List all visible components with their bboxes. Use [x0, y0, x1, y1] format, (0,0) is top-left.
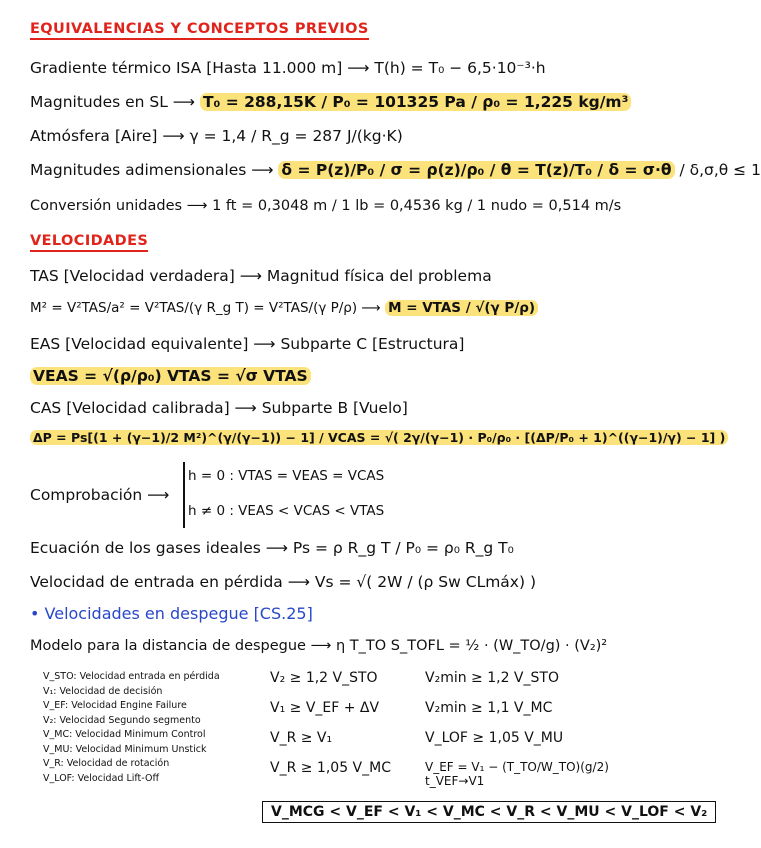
condition-item: V₂min ≥ 1,1 V_MC — [425, 700, 553, 716]
cas-formula: ΔP = Ps[(1 + (γ−1)/2 M²)^(γ/(γ−1)) − 1] / VCAS = √( 2γ/(γ−1) · P₀/ρ₀ · [(ΔP/P₀ + 1)^((γ−1)/γ) − 1] ) — [30, 430, 728, 445]
condition-item: V_R ≥ 1,05 V_MC — [270, 760, 391, 776]
gases-line: Ecuación de los gases ideales ⟶ Ps = ρ R_g T / P₀ = ρ₀ R_g T₀ — [30, 539, 514, 557]
legend-item: V_MU: Velocidad Minimum Unstick — [43, 743, 207, 755]
adimensionales-tail: / δ,σ,θ ≤ 1 — [679, 161, 761, 179]
eas-line: EAS [Velocidad equivalente] ⟶ Subparte C [Estructura] — [30, 335, 465, 353]
mach-value: M = VTAS / √(γ P/ρ) — [385, 300, 538, 316]
adimensionales-line — [30, 160, 761, 180]
cas-line: CAS [Velocidad calibrada] ⟶ Subparte B [Vuelo] — [30, 399, 408, 417]
tas-line: TAS [Velocidad verdadera] ⟶ Magnitud física del problema — [30, 267, 492, 285]
eas-formula: VEAS = √(ρ/ρ₀) VTAS = √σ VTAS — [30, 367, 311, 385]
legend-item: V_EF: Velocidad Engine Failure — [43, 700, 187, 711]
modelo-line: Modelo para la distancia de despegue ⟶ η T_TO S_TOFL = ½ · (W_TO/g) · (V₂)² — [30, 638, 608, 654]
comprobacion-h0: h = 0 : VTAS = VEAS = VCAS — [188, 468, 385, 484]
atmosfera-line: Atmósfera [Aire] ⟶ γ = 1,4 / R_g = 287 J/(kg·K) — [30, 127, 403, 145]
legend-item: V₂: Velocidad Segundo segmento — [43, 714, 201, 726]
section-equivalencias-title — [30, 18, 369, 39]
legend-item: V_R: Velocidad de rotación — [43, 758, 170, 769]
condition-item: V₂ ≥ 1,2 V_STO — [270, 670, 378, 686]
cas-formula-line — [30, 428, 728, 448]
condition-item: V_EF = V₁ − (T_TO/W_TO)(g/2) t_VEF→V1 — [425, 760, 609, 788]
adimensionales-label: Magnitudes adimensionales ⟶ — [30, 161, 279, 179]
section-despegue-title — [30, 604, 313, 624]
section-velocidades-title — [30, 230, 148, 251]
velocity-order-box: V_MCG < V_EF < V₁ < V_MC < V_R < V_MU < V_LOF < V₂ — [262, 801, 716, 823]
conversion-line: Conversión unidades ⟶ 1 ft = 0,3048 m / 1 lb = 0,4536 kg / 1 nudo = 0,514 m/s — [30, 198, 622, 214]
despegue-title-text: • Velocidades en despegue [CS.25] — [30, 604, 313, 623]
comprobacion-label: Comprobación ⟶ — [30, 486, 170, 504]
mach-line — [30, 298, 538, 318]
conditions-grid — [270, 670, 610, 788]
legend-item: V_STO: Velocidad entrada en pérdida — [43, 671, 220, 682]
magnitudes-sl-line — [30, 92, 631, 112]
comprobacion-hn0: h ≠ 0 : VEAS < VCAS < VTAS — [188, 503, 385, 519]
legend-item: V_LOF: Velocidad Lift-Off — [43, 772, 159, 784]
eas-formula-line — [30, 366, 311, 386]
legend-item: V_MC: Velocidad Minimum Control — [43, 729, 206, 740]
condition-item: V₂min ≥ 1,2 V_STO — [425, 670, 559, 686]
mach-label: M² = V²TAS/a² = V²TAS/(γ R_g T) = V²TAS/(γ P/ρ) ⟶ — [30, 300, 386, 316]
condition-item: V_LOF ≥ 1,05 V_MU — [425, 730, 564, 746]
comprobacion-bracket — [183, 462, 185, 528]
condition-item: V_R ≥ V₁ — [270, 730, 333, 746]
condition-item: V₁ ≥ V_EF + ΔV — [270, 700, 380, 716]
velocity-legend — [43, 670, 220, 786]
adimensionales-values: δ = P(z)/P₀ / σ = ρ(z)/ρ₀ / θ = T(z)/T₀ / δ = σ·θ — [278, 161, 674, 179]
gradiente-line: Gradiente térmico ISA [Hasta 11.000 m] ⟶ T(h) = T₀ − 6,5·10⁻³·h — [30, 59, 546, 77]
magnitudes-sl-label: Magnitudes en SL ⟶ — [30, 93, 200, 111]
equiv-title-text: EQUIVALENCIAS Y CONCEPTOS PREVIOS — [30, 21, 369, 40]
entrada-perdida-line: Velocidad de entrada en pérdida ⟶ Vs = √( 2W / (ρ Sw CLmáx) ) — [30, 573, 536, 591]
magnitudes-sl-values: T₀ = 288,15K / P₀ = 101325 Pa / ρ₀ = 1,225 kg/m³ — [200, 93, 631, 111]
legend-item: V₁: Velocidad de decisión — [43, 685, 163, 697]
velocidades-title-text: VELOCIDADES — [30, 233, 148, 252]
